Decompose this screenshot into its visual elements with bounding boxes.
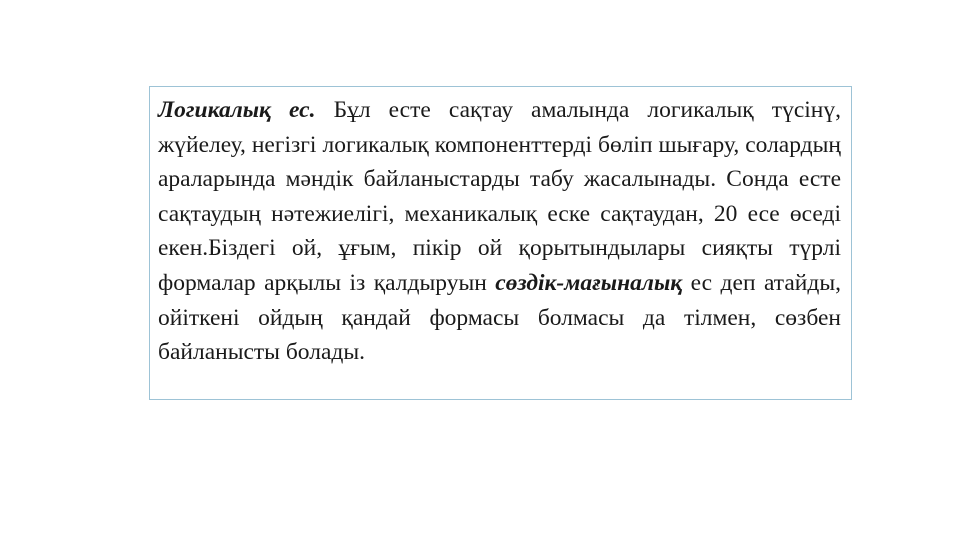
body-paragraph <box>158 93 841 370</box>
paragraph-text-3: ес деп атайды, ойіткені ойдың қандай формасы болмасы да тілмен, сөзбен байланысты болады. <box>158 269 841 366</box>
term-logical-memory: Логикалық ес. <box>158 97 316 123</box>
text-box <box>149 86 852 400</box>
term-verbal-semantic: сөздік-мағыналық <box>495 269 683 296</box>
paragraph-text-1: Бұл есте сақтау амалында логикалық түсінү, жүйелеу, негізгі логикалық компоненттерді бөліп шығару, солардың араларында мәндік байланыстарды табу жасалынады. Сонда есте сақтаудың нәтежиелігі, механикалық еске сақтаудан, 20 есе өседі екен. <box>158 97 841 262</box>
paragraph-text-2: Біздегі ой, ұғым, пікір ой қорытындылары сияқты түрлі формалар арқылы із қалдыруын <box>158 235 841 296</box>
